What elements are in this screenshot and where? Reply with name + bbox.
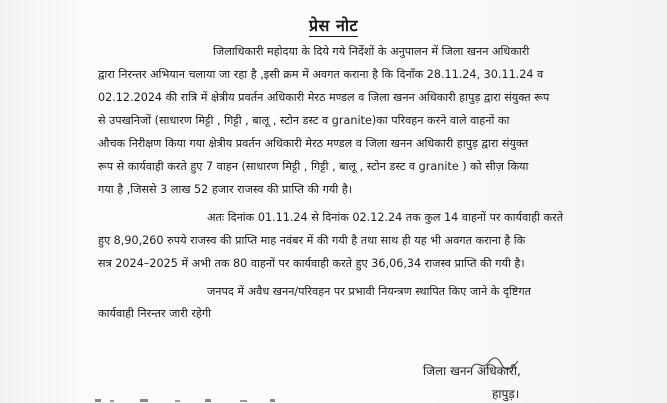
paragraph-1-line-6: रूप से कार्यवाही करते हुए 7 वाहन (साधारण मिट्टी , गिट्टी , बालू , स्टोन डस्ट व granite ) को सीज़ किया	[98, 160, 529, 173]
paragraph-1-line-5: औचक निरीक्षण किया गया क्षेत्रीय प्रवर्तन अधिकारी मेरठ मण्डल व जिला खनन अधिकारी हापुड़ द्वारा संयुक्त	[98, 137, 529, 150]
document-title-text: प्रेस नोट	[308, 16, 359, 35]
paragraph-3-line-1: जनपद में अवैध खनन/परिवहन पर प्रभावी नियन्त्रण स्थापित किए जाने के दृष्टिगत	[207, 285, 531, 298]
paragraph-2-line-2: हुए 8,90,260 रुपये राजस्व की प्राप्ति माह नवंबर में की गयी है तथा साथ ही यह भी अवगत कराना है कि	[98, 234, 526, 247]
signature-place: हापुड़।	[492, 387, 520, 401]
paragraph-2-line-1: अतः दिनांक 01.11.24 से दिनांक 02.12.24 तक कुल 14 वाहनों पर कार्यवाही करते	[207, 211, 564, 224]
paragraph-1-line-7: गया है ,जिससे 3 लाख 52 हजार राजस्व की प्राप्ति की गयी है।	[98, 183, 353, 196]
paragraph-1-line-3: 02.12.2024 की रात्रि में क्षेत्रीय प्रवर्तन अधिकारी मेरठ मण्डल व जिला खनन अधिकारी हापुड़ द्वारा संयुक्त रूप	[98, 91, 550, 104]
paragraph-1-line-1: जिलाधिकारी महोदया के दिये गये निर्देशों के अनुपालन में जिला खनन अधिकारी	[213, 45, 530, 58]
paragraph-2-line-3: सत्र 2024–2025 में अभी तक 80 वाहनों पर कार्यवाही करते हुए 36,06,34 राजस्व प्राप्ति की गयी है।	[98, 257, 525, 270]
scan-edge-specks	[0, 397, 667, 403]
paragraph-1-line-2: द्वारा निरन्तर अभियान चलाया जा रहा है ,इसी क्रम में अवगत कराना है कि दिनाँक 28.11.24, 30.11.24 व	[98, 68, 544, 81]
paragraph-3-line-2: कार्यवाही निरन्तर जारी रहेगी	[98, 307, 212, 320]
signature-designation: जिला खनन अधिकारी,	[423, 364, 521, 378]
paragraph-1-line-4: से उपखनिजों (साधारण मिट्टी , गिट्टी , बालू , स्टोन डस्ट व granite)का परिवहन करने वाले वाहनों का	[98, 114, 510, 127]
document-title	[0, 14, 667, 36]
